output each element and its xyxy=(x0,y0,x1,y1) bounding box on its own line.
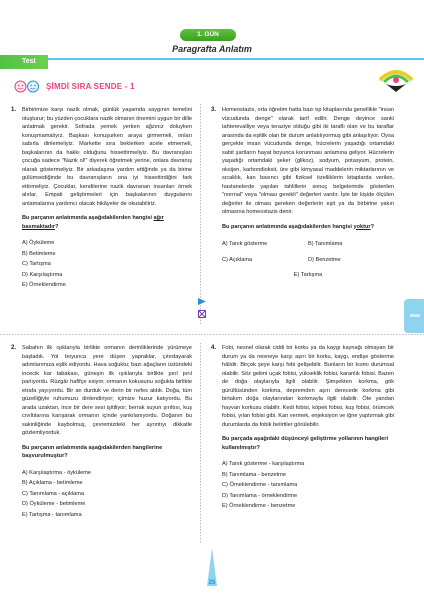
answer-options xyxy=(222,459,394,512)
option-c[interactable]: C) Açıklama xyxy=(222,256,253,263)
option-c[interactable]: C) Tartışma xyxy=(22,261,51,267)
option-d[interactable]: D) Benzetme xyxy=(308,256,341,263)
option-e[interactable]: E) Tartışma - tanımlama xyxy=(22,511,82,518)
page-number: 25 xyxy=(208,580,216,586)
row-divider xyxy=(0,334,424,335)
answer-options xyxy=(22,468,192,521)
option-e[interactable]: E) Örneklendirme xyxy=(22,282,66,288)
option-b[interactable]: B) Tanımlama - benzetme xyxy=(222,471,286,478)
option-a[interactable]: A) Tanık gösterme - karşılaştırma xyxy=(222,461,305,467)
option-c[interactable]: C) Tanımlama - açıklama xyxy=(22,490,85,497)
option-b[interactable]: B) Betimleme xyxy=(22,250,56,257)
prompt-end: ? xyxy=(370,223,375,230)
option-d[interactable]: D) Öyküleme - betimleme xyxy=(22,501,86,507)
answer-options xyxy=(22,238,192,291)
logo-icon xyxy=(376,58,416,94)
option-b[interactable]: B) Açıklama - betimleme xyxy=(22,480,83,486)
header-divider xyxy=(0,58,424,60)
question-number: 3. xyxy=(211,107,217,113)
question-number: 1. xyxy=(11,107,17,113)
question-4 xyxy=(211,344,394,512)
option-a[interactable]: A) Karşılaştırma - öyküleme xyxy=(22,469,92,476)
option-e[interactable]: E) Örneklendirme - benzetme xyxy=(222,503,296,509)
question-prompt: Bu parçada aşağıdaki düşünceyi geliştirme yollarının hangileri kullanılmıştır? xyxy=(222,436,389,451)
column-divider-top xyxy=(200,104,201,324)
question-1 xyxy=(11,106,192,291)
day-badge: 1. GÜN xyxy=(180,29,236,41)
question-text: Fobi, nesnel olarak ciddi bir korku ya da kaygı kaynağı olmayan bir durum ya da nesneye karşı aşırı bir korku, kaygı, endişe gösterme hâlidir. Birçok şeye karşı fobi gelişebilir. Bunların bir kısmı durumsal olabilir. Söz gelimi uçak fobisi, yükseklik fobisi, karanlık fobisi. Bazen de doğa olaylarıyla ilgili olabilir. Şimşekten korkma, gök gürültüsünden korkma, depremden aşırı derecede korkma gibi birtakım doğa olaylarından korkmayla ilgili olabilir. Öte yandan hayvan korkusu olabilir. Kedi fobisi, köpek fobisi, kuş fobisi, örümcek fobisi, yılan fobisi gibi. Kan vermek, enjeksiyon ve iğne yaptırmak gibi durumlarda da fobik belirtiler görülebilir. xyxy=(222,345,394,428)
question-number: 2. xyxy=(11,345,17,351)
column-divider-bottom xyxy=(200,343,201,543)
prompt-text: Bu parçanın anlatımında aşağıdakilerden hangisi xyxy=(222,223,354,230)
side-tab xyxy=(404,299,424,333)
section-title: ŞİMDİ SIRA SENDE - 1 xyxy=(46,81,135,91)
question-2 xyxy=(11,344,192,520)
prompt-text: Bu parçanın anlatımında aşağıdakilerden hangisi xyxy=(22,215,154,221)
crossed-box-icon xyxy=(198,310,206,318)
option-d[interactable]: D) Karşılaştırma xyxy=(22,271,63,278)
prompt-emphasis: ağır basmaktadır xyxy=(22,215,164,230)
option-e[interactable]: E) Tartışma xyxy=(293,272,323,278)
option-b[interactable]: B) Tanımlama xyxy=(308,241,343,247)
question-prompt xyxy=(222,223,394,232)
answer-options xyxy=(222,239,394,265)
question-text: Sabahın ilk ışıklarıyla birlikte ormanın derinliklerinde yürümeye başladık. Yol boyunca yere düşen yapraklar, çıtırdayarak adımlarımıza eşlik ediyordu. Hava soğuktu; bazı ağaçların üstündeki incecik kar tabakası, güneşin ilk ışıklarıyla birlikte pırıl pırıl parlıyordu. Rüzgâr hafifçe esiyor, ormanın kokusunu soğukla birlikte etrafa yayıyordu. Bir an durduk ve derin bir nefes aldık. Doğa, tüm güzelliğiyle ruhumuzu dinlendiriyor; içimize huzur katıyordu. Bu arada uzaktan, ince bir dere sesi işitiliyor; berrak suyun şırıltısı, kuş cıvıltılarına karışarak ormanın içinde yankılanıyordu. Doğanın bu sakinliğinde kaybolmuş, çevremizdeki her ayrıntıyı dikkatle gözlemliyorduk. xyxy=(22,345,192,436)
triangle-marker-icon xyxy=(198,298,206,305)
prompt-end: ? xyxy=(54,223,59,230)
test-tab: Test xyxy=(0,55,48,69)
question-prompt: Bu parçanın anlatımında aşağıdakilerden hangilerine başvurulmuştur? xyxy=(22,444,163,459)
option-a[interactable]: A) Öyküleme xyxy=(22,240,55,246)
question-text: Homeostazis, orta öğretim hatta bazı tıp kitaplarında genellikle "insan vücudunda denge" olarak tarif edilir. Denge deyince sanki tahterevalliye veya teraziye olduğu gibi iki taraflı olan ve bu taraflar arasında da eşitlik olan bir durum anlatılıyormuş gibi anlaşılıyor. Oysa gerçekte insan vücudunda denge, hücrelerin yaşadığı ortamdaki sabit şartların hayat boyunca korunması anlamına geliyor. Hücrelerin yaşadığı ortamdaki şeker (glikoz), sodyum, potasyum, protein, oksijen, karbondioksit, üre gibi kimyasal maddelerin miktarlarının ve sıcaklık, kan basıncı gibi fiziksel özelliklerin kitaplarda verilen, hastanelerde yapılan tahlillerin sonuç belgelerinde gösterilen "normal" veya "olması gerekli" değerleri vardır. İşte bir kişide ölçülen değerler ile olması gereken değerlerin eşit ya da birbirine yakın olmasına homeostazis denir. xyxy=(222,107,394,215)
faces-icon xyxy=(14,80,40,93)
option-c[interactable]: C) Örneklendirme - tanımlama xyxy=(222,482,298,488)
prompt-emphasis: yoktur xyxy=(353,223,371,230)
question-3 xyxy=(211,106,394,281)
section-heading xyxy=(14,79,135,93)
question-prompt xyxy=(22,214,192,231)
option-d[interactable]: D) Tanımlama - örneklendirme xyxy=(222,492,298,499)
question-number: 4. xyxy=(211,345,217,351)
page-title: Paragrafta Anlatım xyxy=(172,44,252,54)
question-text: Birbirimize karşı nazik olmak, günlük yaşamda saygının temelini oluşturur; bu yüzden çocuklara nazik olmanın önemini uygun bir dille anlatmak gerekir. Sofrada yemek yerken ağzınız doluyken konuşmamalıyız. Başkası konuşurken araya girmemeli, onları sabırla dinlemeliyiz. Markette sıra beklerken acele etmemeli, başkalarının da hakkı olduğunu hissettirmeliyiz. Bu davranışları çocuğa sadece "Nazik ol!" diyerek öğretmek yerine, onlara davranış olarak göstermeliyiz. Bir arkadaşına yardım ettiğinde ya da birine gülümsediğinde bu davranışların ona iyi hissettirdiğini fark ettirmeliyiz. Çocuklar, kendilerine nazik davranan insanları örnek alırlar. Empati geliştirmeleri için başkalarının duygularını anlamalarına yardımcı olacak hikâyeler de okutabiliriz. xyxy=(22,107,192,207)
option-a[interactable]: A) Tanık gösterme xyxy=(222,241,268,247)
